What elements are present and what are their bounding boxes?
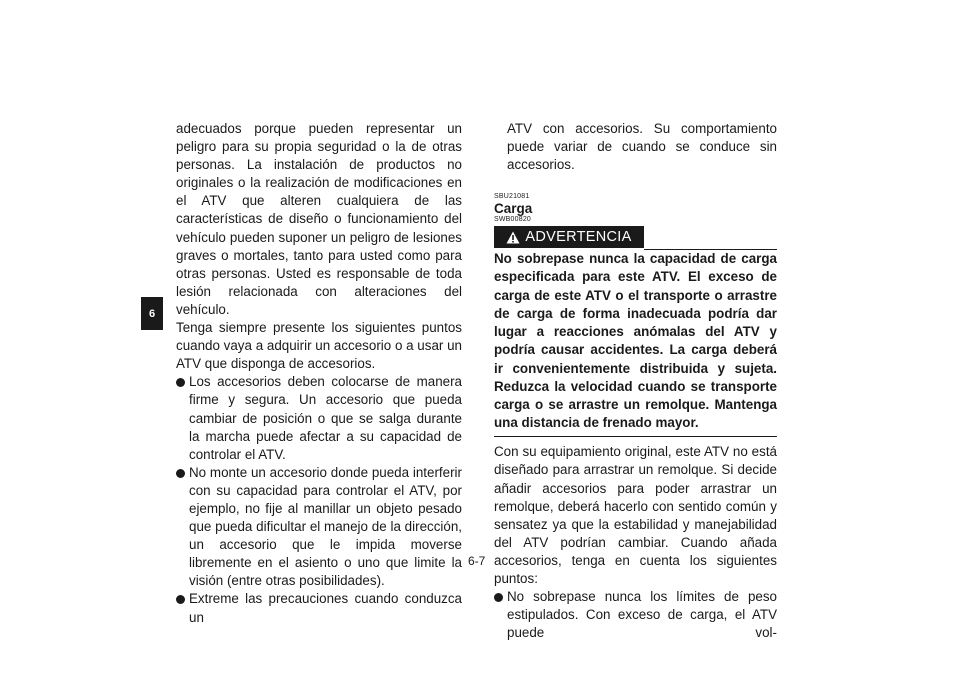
bullet-icon bbox=[494, 593, 503, 602]
list-item-text: No sobrepase nunca los límites de peso estipulados. Con exceso de carga, el ATV puede vol- bbox=[507, 589, 777, 641]
section-code: SBU21081 bbox=[494, 193, 530, 201]
warning-text: No sobrepase nunca la capacidad de carga especificada para este ATV. El exceso de carga de este ATV o el transporte o arrastre de carga de forma inadecuada podría dar lugar a reacciones anómalas del ATV y podría causar accidentes. La carga deberá ir convenientemente distribuida y sujeta. Reduzca la velocidad cuando se transporte carga o se arrastre un remolque. Mantenga una distancia de frenado mayor. bbox=[494, 251, 777, 431]
warning-badge bbox=[494, 226, 644, 248]
warning-header bbox=[494, 226, 777, 250]
divider bbox=[494, 436, 777, 437]
body-paragraph: Con su equipamiento original, este ATV no está diseñado para arrastrar un remolque. Si decide añadir accesorios para poder arrastrar un remolque, deberá hacerlo con sentido común y sensatez ya que la estabilidad y manejabilidad del ATV podrían cambiar. Cuando añada accesorios, tenga en cuenta los siguientes puntos: bbox=[494, 444, 777, 586]
bullet-icon bbox=[176, 378, 185, 387]
continuation-text: ATV con accesorios. Su comportamiento puede variar de cuando se conduce sin accesorios. bbox=[507, 121, 777, 173]
warning-code: SWB00820 bbox=[494, 216, 532, 224]
bullet-icon bbox=[176, 469, 185, 478]
bullet-icon bbox=[176, 595, 185, 604]
list-item bbox=[494, 588, 777, 642]
right-column bbox=[494, 120, 777, 642]
left-column bbox=[176, 120, 462, 627]
list-item bbox=[176, 373, 462, 463]
intro-paragraph: adecuados porque pueden representar un peligro para su propia seguridad o la de otras personas. La instalación de productos no originales o la realización de modificaciones en el ATV que alteren cualquiera de las características de diseño o funcionamiento del vehículo pueden suponer un peligro de lesiones graves o mortales, tanto para usted como para otras personas. Usted es responsable de toda lesión relacionada con alteraciones del vehículo. bbox=[176, 121, 462, 317]
list-item bbox=[176, 590, 462, 626]
list-item bbox=[176, 464, 462, 591]
warning-triangle-icon bbox=[506, 231, 520, 244]
list-item-text: Los accesorios deben colocarse de manera firme y segura. Un accesorio que pueda cambiar de posición o que se salga durante la marcha puede afectar a su capacidad de controlar el ATV. bbox=[189, 374, 462, 462]
list-item-text: No monte un accesorio donde pueda interferir con su capacidad para controlar el ATV, por ejemplo, no fije al manillar un objeto pesado que pueda dificultar el manejo de la dirección, un accesorio que le impida moverse libremente en el asiento o uno que limite la visión (entre otras posibilidades). bbox=[189, 464, 462, 589]
page-number: 6-7 bbox=[468, 554, 486, 568]
divider bbox=[644, 249, 777, 250]
list-item-text: Extreme las precauciones cuando conduzca un bbox=[189, 591, 462, 625]
chapter-tab: 6 bbox=[141, 297, 163, 330]
warning-label: ADVERTENCIA bbox=[525, 229, 632, 246]
accessory-paragraph: Tenga siempre presente los siguientes puntos cuando vaya a adquirir un accesorio o a usar un ATV que disponga de accesorios. bbox=[176, 320, 462, 372]
section-title: Carga bbox=[494, 201, 533, 217]
